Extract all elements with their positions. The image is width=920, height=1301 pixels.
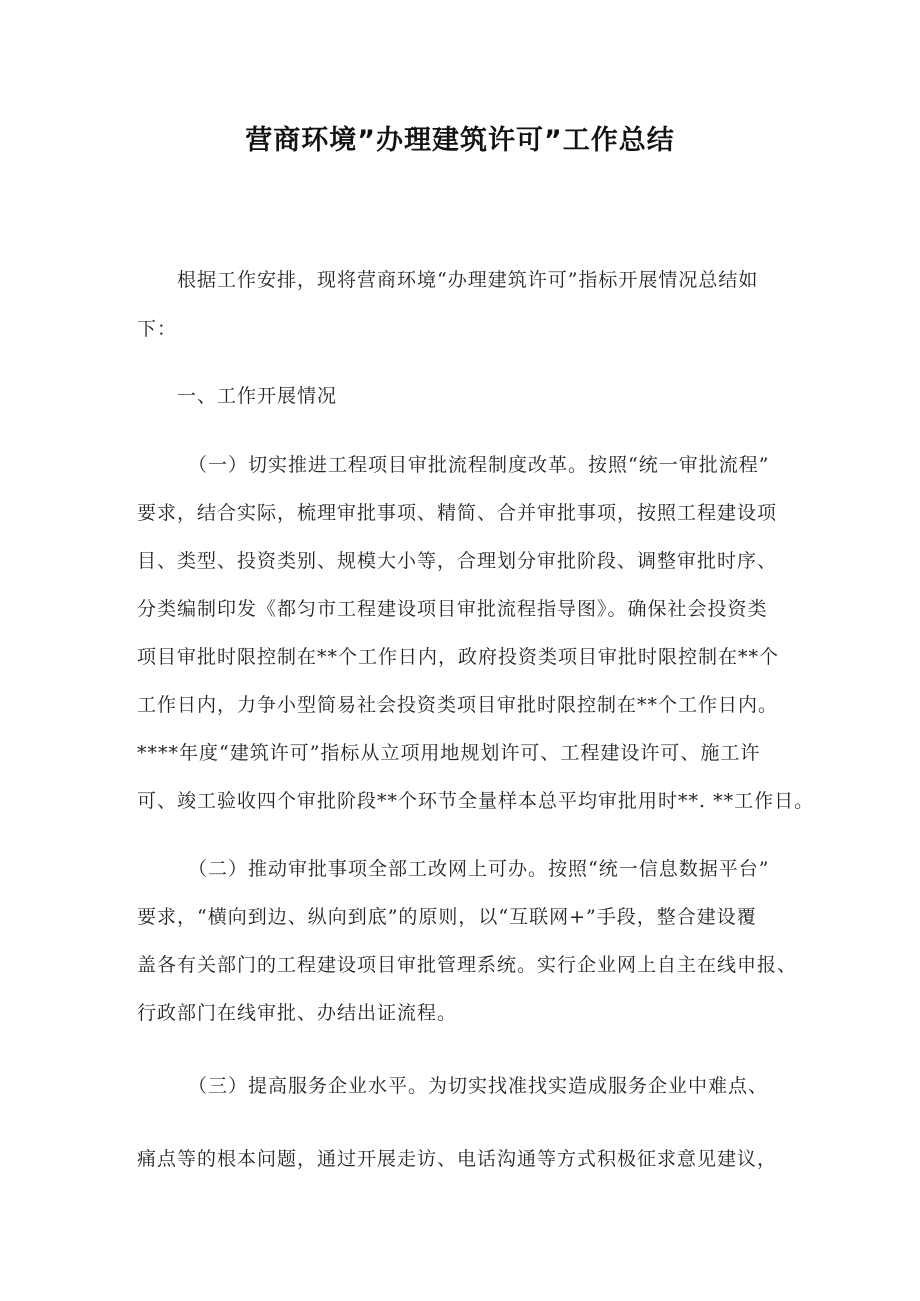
item-2-line-4: 行政部门在线审批、办结出证流程。	[137, 1002, 458, 1024]
item-1-line-5: 项目审批时限控制在**个工作日内，政府投资类项目审批时限控制在**个	[137, 646, 780, 668]
item-1-line-6: 工作日内，力争小型简易社会投资类项目审批时限控制在**个工作日内。	[137, 694, 779, 716]
item-1-line-4: 分类编制印发《都匀市工程建设项目审批流程指导图》。确保社会投资类	[137, 598, 768, 620]
item-3-line-2: 痛点等的根本问题，通过开展走访、电话沟通等方式积极征求意见建议，	[137, 1148, 778, 1170]
item-1-line-2: 要求，结合实际，梳理审批事项、精简、合并审批事项，按照工程建设项	[137, 502, 778, 524]
document-title: 营商环境”办理建筑许可”工作总结	[245, 125, 675, 156]
item-1-line-3: 目、类型、投资类别、规模大小等，合理划分审批阶段、调整审批时序、	[137, 550, 778, 572]
item-3-line-1: （三）提高服务企业水平。为切实找准找实造成服务企业中难点、	[188, 1075, 769, 1097]
item-2-line-3: 盖各有关部门的工程建设项目审批管理系统。实行企业网上自主在线申报、	[137, 954, 798, 976]
intro-line-1: 根据工作安排，现将营商环境“办理建筑许可”指标开展情况总结如	[177, 269, 759, 291]
intro-line-2: 下：	[137, 318, 178, 340]
item-2-line-2: 要求，“横向到边、纵向到底”的原则，以“互联网+”手段，整合建设覆	[137, 906, 757, 928]
section-heading-text: 一、工作开展情况	[177, 385, 338, 407]
item-1-line-1: （一）切实推进工程项目审批流程制度改革。按照“统一审批流程”	[188, 454, 770, 476]
item-1-line-7: ****年度“建筑许可”指标从立项用地规划许可、工程建设许可、施工许	[137, 742, 761, 764]
item-1-line-8: 可、竣工验收四个审批阶段**个环节全量样本总平均审批用时**. **工作日。	[137, 790, 815, 812]
item-2-line-1: （二）推动审批事项全部工改网上可办。按照“统一信息数据平台”	[188, 858, 770, 880]
